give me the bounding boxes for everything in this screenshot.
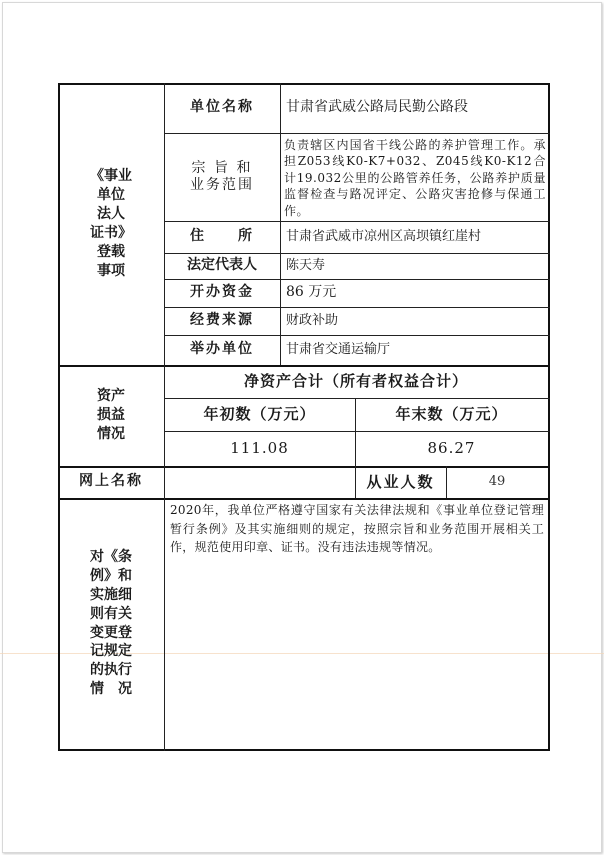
employees-label: 从业人数 [366, 472, 435, 491]
funds-value: 86 万元 [286, 284, 337, 301]
year-end-label: 年末数（万元） [395, 405, 508, 424]
section-compliance-label: 对《条 例》和 实施细 则有关 变更登 记规定 的执行 情 况 [90, 548, 132, 698]
section-registration-label: 《事业 单位 法人 证书》 登载 事项 [90, 168, 132, 279]
unit-name-label: 单位名称 [190, 99, 254, 116]
registration-form [58, 83, 550, 751]
address-label: 住 所 [190, 228, 254, 245]
website-value [164, 466, 355, 498]
website-label: 网上名称 [79, 473, 143, 490]
net-assets-header: 净资产合计（所有者权益合计） [243, 372, 468, 391]
address-value: 甘肃省武威市凉州区高坝镇红崖村 [286, 228, 482, 244]
purpose-label: 宗 旨 和 业务范围 [190, 159, 254, 193]
unit-name-value: 甘肃省武威公路局民勤公路段 [286, 99, 468, 116]
sponsor-value: 甘肃省交通运输厅 [286, 341, 391, 357]
funding-source-value: 财政补助 [286, 312, 339, 328]
employees-value: 49 [488, 473, 506, 489]
funds-label: 开办资金 [190, 284, 254, 301]
legal-rep-label: 法定代表人 [187, 257, 257, 274]
compliance-text: 2020年，我单位严格遵守国家有关法律法规和《事业单位登记管理暂行条例》及其实施细则的规定，按照宗旨和业务范围开展相关工作，规范使用印章、证书。没有违法违规等情况。 [170, 503, 544, 555]
legal-rep-value: 陈天寿 [286, 257, 326, 273]
year-start-value: 111.08 [230, 439, 289, 458]
section-assets-label: 资产 损益 情况 [97, 388, 125, 442]
purpose-value: 负责辖区内国省干线公路的养护管理工作。承担Z053线K0-K7+032、Z045线K0-K12合计19.032公里的公路管养任务，公路养护质量监督检查与路况评定、公路灾害抢修与保通工作。 [284, 137, 546, 218]
year-end-value: 86.27 [427, 439, 476, 458]
year-start-label: 年初数（万元） [203, 405, 316, 424]
sponsor-label: 举办单位 [190, 341, 254, 358]
funding-source-label: 经费来源 [190, 312, 254, 329]
